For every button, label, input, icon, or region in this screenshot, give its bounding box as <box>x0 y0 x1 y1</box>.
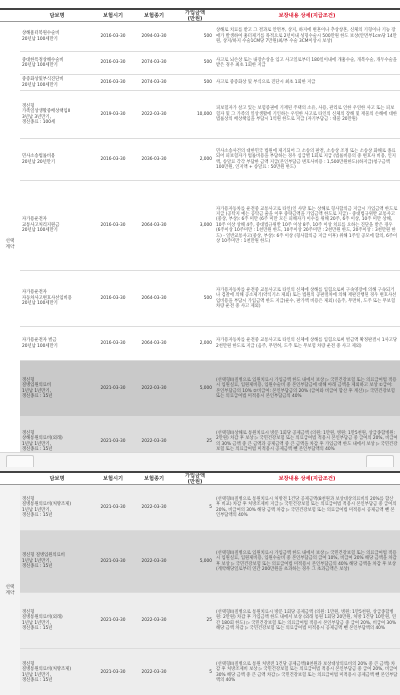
header-start: 보험시기 <box>94 471 132 485</box>
end-date: 2022-03-30 <box>132 417 176 467</box>
end-date: 2094-03-30 <box>132 22 176 52</box>
coverage-name: 민사소송법률비용 20년납 20년만기 <box>20 139 94 181</box>
selection-contract-label: 선택 계약 <box>5 585 15 596</box>
insured-amount: 5,000 <box>176 361 214 417</box>
insured-amount: 5 <box>176 649 214 695</box>
start-date: 2016-03-30 <box>94 139 132 181</box>
coverage-grid-bottom <box>0 471 400 695</box>
start-date: 2016-03-30 <box>94 181 132 271</box>
end-date: 2064-03-30 <box>132 327 176 361</box>
header-detail: 보장내용 상세(지급조건) <box>214 471 400 485</box>
header-detail: 보장내용 상세(지급조건) <box>214 8 400 22</box>
insured-amount: 25 <box>176 593 214 649</box>
header-start: 보험시기 <box>94 8 132 22</box>
end-date: 2022-03-30 <box>132 361 176 417</box>
insured-amount: 500 <box>176 75 214 91</box>
coverage-name: 자가용운전자 교통사고처리지원금 20년납 100세만기 <box>20 181 94 271</box>
insured-amount: 25 <box>176 417 214 467</box>
end-date: 2074-03-30 <box>132 75 176 91</box>
header-type: 담보명 <box>20 8 94 22</box>
coverage-name: 갱신형 상해통원의료비(외래) 1년납 1년만기, 갱신종료 : 15년 <box>20 417 94 467</box>
header-spacer <box>0 471 20 485</box>
coverage-detail: 사고로 중증화상 및 부식으로 진단시 최초 1회한 지급 <box>214 75 400 91</box>
tab-right <box>366 455 394 467</box>
selection-contract-label: 선택 계약 <box>0 22 20 467</box>
start-date: 2016-03-30 <box>94 327 132 361</box>
start-date: 2021-03-30 <box>94 417 132 467</box>
header-amount: 가입금액 (만원) <box>176 8 214 22</box>
insured-amount: 5 <box>176 485 214 531</box>
coverage-detail: (선택형II)질병으로 입원치료시 가입금액 한도 내에서 보상 ▷ 국민건강보험 또는 의료급여법 적용시 입원실료, 입원제비용, 입원수술비 중 본인부담금의 급여 10%, 비급여 20% 해당 금액을 차감 후 보상 ▷ 국민건강보험 또는 의료급여법 미적용시 본인부담금의 40% 해당 금액을 차감 후 보상 (계약해당일로부터 연간 200만원을 초과하는 경우 그 초과금액은 보상) <box>214 531 400 593</box>
coverage-detail: 자가용자동차를 운전중 교통사고로 타인(인 사망 또는 상해로 형사합의금 지급시 가입금액 한도로 지급 (공탁지 예는 공탁금 줄을 이후 중략금액을 가입금액 한도로 지급) - 중대법규위반 교통사고(중상, 부상): 6주 미만 (6주 미만 모든 피해자가 이수를 위해 20주, 6주 이상, 10주 미만 상해, 10주 이상 상해 4주, 중대법규위반 10주 이상 8주, 10주 이상 치료를 요하는 진단을 받은 경우 (6주이상 10주미만 : 1천만원 한도, 10주이상 20주미만 : 2천만원 한도, 20주이상 : 3천만원 한도) - 일반교통사고(중상, 부상): 6주 이상 (형사합의금 지급 이후) 위해 1주일 공모에 합의, 6주이상 10주미만 : 1천만원 한도) <box>214 181 400 271</box>
coverage-detail: (선택형II)상해로 통원치료시 방문 1회당 공제금액 (의원: 1만원, 병원: 1만5천원, 상급종합병원: 2만원) 차감 후 보상 ▷ 국민건강보험 또는 의료급여법 적용시 본인부담금 중 급여의 20%, 비급여의 30% 금액 중 큰 금액과 공제금액 중 큰 금액을 차감 후 가입금액 한도 내에서 보상 ▷ 국민건강보험 또는 의료급여법 미적용시 공제금액 뺀 본인부담액의 40% <box>214 417 400 467</box>
header-amount: 가입금액 (만원) <box>176 471 214 485</box>
coverage-detail: 민사소송사건의 대한민국 법원에 제기되어 그 소송의 판결, 소송상 조정 또는 소송상 화해로 종료되어 피보험자가 법률비용을 부담하는 경우 심급별 1회로 지급 (법률비용의 중 변호사 비용, 인지액, 송달료 각각 부담한 금액 지급(본인부담금 변호사비용 : 1,500만원한도)(하지급(청구금액 100만원, 인지액 + 송달료 : 50만원 한도) <box>214 139 400 181</box>
header-type: 담보명 <box>20 471 94 485</box>
start-date: 2021-03-30 <box>94 361 132 417</box>
start-date: 2016-03-30 <box>94 22 132 52</box>
coverage-name: 갱신형 질병통원의료비(외래) 1년납 1년만기, 갱신종료 : 15년 <box>20 593 94 649</box>
end-date: 2022-03-30 <box>132 485 176 531</box>
insured-amount: 3,000 <box>176 181 214 271</box>
end-date: 2036-03-30 <box>132 139 176 181</box>
end-date: 2022-03-30 <box>132 649 176 695</box>
coverage-detail: (선택형II)질병으로 입원치료시 가입금액 한도 내에서 보상 ▷ 국민건강보험 또는 의료급여법 적용시 입원실료, 입원제비용, 입원수술비 중 본인부담금에 대해 아래 금액을 제외하고 보상 ①급여: 본인부담금의 10% ②비급여: 본인부담금의 20% (급여와 비급여 합산 후 계산) ▷ 국민건강보험 또는 의료급여법 미적용시 본인부담금의 40% <box>214 361 400 417</box>
end-date: 2074-03-30 <box>132 52 176 75</box>
start-date: 2019-03-30 <box>94 91 132 139</box>
start-date: 2021-03-30 <box>94 649 132 695</box>
coverage-detail: (선택형II)질병으로 통원치료시 처방전 1건당 공제금액(8천원과 보상대상의료비의 20%를 합산 후 비교) 차감 후 처방조제비 지급 ▷ 국민건강보험 또는 의료급여법 적용시 본인부담금 중 급여의 20%, 비급여의 30% 해당 금액 차감 ▷ 국민건강보험 또는 의료급여법 미적용시 공제금액 뺀 본인부담액의 40% <box>214 485 400 531</box>
coverage-name: 중증화상및부식진단비 20년납 100세만기 <box>20 75 94 91</box>
coverage-detail: 사고로 뇌손상 또는 내장손상을 입고 사고일로부터 180일이내에 개흉수술, 개복수술, 개두수술을 받은 경우 최초 1회한 지급 <box>214 52 400 75</box>
coverage-name: 갱신형 질병통원의료비(처방조제) 1년납 1년만기, 갱신종료 : 15년 <box>20 485 94 531</box>
start-date: 2016-03-30 <box>94 75 132 91</box>
coverage-name: 자가용운전자 벌금 20년납 100세만기 <box>20 327 94 361</box>
coverage-name: 상해흉터복원수술비 20년납 100세만기 <box>20 22 94 52</box>
coverage-name: 갱신형 질병입원의료비 1년납 1년만기, 갱신종료 : 15년 <box>20 531 94 593</box>
insured-amount: 2,000 <box>176 139 214 181</box>
coverage-name: 갱신형 질병입원의료비 1년납 1년만기, 갱신종료 : 15년 <box>20 361 94 417</box>
end-date: 2064-03-30 <box>132 181 176 271</box>
header-end: 보험종기 <box>132 471 176 485</box>
start-date: 2021-03-30 <box>94 485 132 531</box>
end-date: 2022-03-30 <box>132 91 176 139</box>
insured-amount: 500 <box>176 271 214 327</box>
coverage-detail: 자가용자동차를 운전중 교통사고로 타인의 신체에 상해를 입힘으로써 벌금액 확정판결시 1사고당 2천만원 한도로 지급 (음주, 무면허, 도주 또는 무보험 차량 운전 중 사고 제외) <box>214 327 400 361</box>
coverage-table-bottom <box>0 452 400 695</box>
insured-amount: 2,000 <box>176 327 214 361</box>
end-date: 2022-03-30 <box>132 531 176 593</box>
start-date: 2016-03-30 <box>94 271 132 327</box>
start-date: 2021-03-30 <box>94 531 132 593</box>
coverage-name: 중대한특정상해수술비 20년납 100세만기 <box>20 52 94 75</box>
insured-amount: 500 <box>176 22 214 52</box>
header-spacer <box>0 8 20 22</box>
insured-amount: 5,000 <box>176 531 214 593</box>
coverage-name: 갱신형 질병통원의료비(처방조제) 1년납 1년만기, 갱신종료 : 15년 <box>20 649 94 695</box>
coverage-detail: (선택형II)질병으로 통원 처방전 1건당 공제금액(8천원과 보상대상의료비의 20% 중 큰 금액) 차감 후 처방조제비 보상 ▷ 국민건강보험 또는 의료급여법 적용시 본인부담금 중 급여 20%, 비급여 30% 해당 금액 중 큰 금액 차감 ▷ 국민건강보험 또는 의료급여법 미적용시 공제금액 뺀 본인부담액의 40% <box>214 649 400 695</box>
insured-amount: 10,000 <box>176 91 214 139</box>
start-date: 2021-03-30 <box>94 593 132 649</box>
coverage-detail: 자가용자동차를 운전중 교통사고로 타인의 신체에 상해를 입힘으로써 구속영장에 의해 구속되거나 검찰에 의해 공소제기(약식기소 제외) 또는 법원의 공판절차에 의해 재판진행된 경우 변호사선임비용을 부담시 가입금액 한도 지급(운수, 판가액 비용은 제외) (음주, 무면허, 도주 또는 무보험 차량 운전 중 사고 제외) <box>214 271 400 327</box>
header-end: 보험종기 <box>132 8 176 22</box>
coverage-name: 자가용운전자 자동차사고변호사선임비용 20년납 100세만기 <box>20 271 94 327</box>
start-date: 2016-03-30 <box>94 52 132 75</box>
coverage-name: 갱신형 가족일상생활중배상책임II 3년납 3년만기, 갱신종료 : 100세 <box>20 91 94 139</box>
coverage-detail: 상해로 치료를 받고 그 결과로 안면부, 상지, 하지에 변흔이나 추상창혼, 신체의 기형이나 기능 장애가 발생하여 흉터제거를 목적으로 2년이내 성형수술시 500만원 한도 보상(안면부1cm당 14만원, 상지/하지 수술1CM당 7만원(최/부 수술 3CM이상시 보상) <box>214 22 400 52</box>
insured-amount: 500 <box>176 52 214 75</box>
tab-left <box>6 455 34 467</box>
coverage-detail: 피보험자가 살고 있는 보험증권에 기재된 주택의 소유, 사용, 관리로 인한 우연한 사고 또는 피보험자 및 그 가족의 일상생활에 기인하는 우연한 사고로 타인의 신체의 장해 및 재물의 손해에 대한 법률상의 배상책임을 부담시 1억원 한도로 지급 (자기부담금 : 대물 20만원) <box>214 91 400 139</box>
coverage-detail: (선택형II)질병으로 통원치료시 방문 1회당 공제금액 (의원: 1만원, 병원: 1만5천원, 상급종합병원: 2만원) 차감 후 가입금액 한도 내에서 보상 (외래 통원 1회당 20만원, 처방 1건당 10만원, 연간 180회 한도) ▷ 국민건강보험 또는 의료급여법 적용시 본인부담금 중 급여 20%, 비급여 30% 해당 금액 차감 ▷ 국민건강보험 또는 의료급여법 미적용시 공제금액 뺀 본인부담액의 40% <box>214 593 400 649</box>
coverage-grid-top <box>0 8 400 467</box>
end-date: 2022-03-30 <box>132 593 176 649</box>
end-date: 2064-03-30 <box>132 271 176 327</box>
